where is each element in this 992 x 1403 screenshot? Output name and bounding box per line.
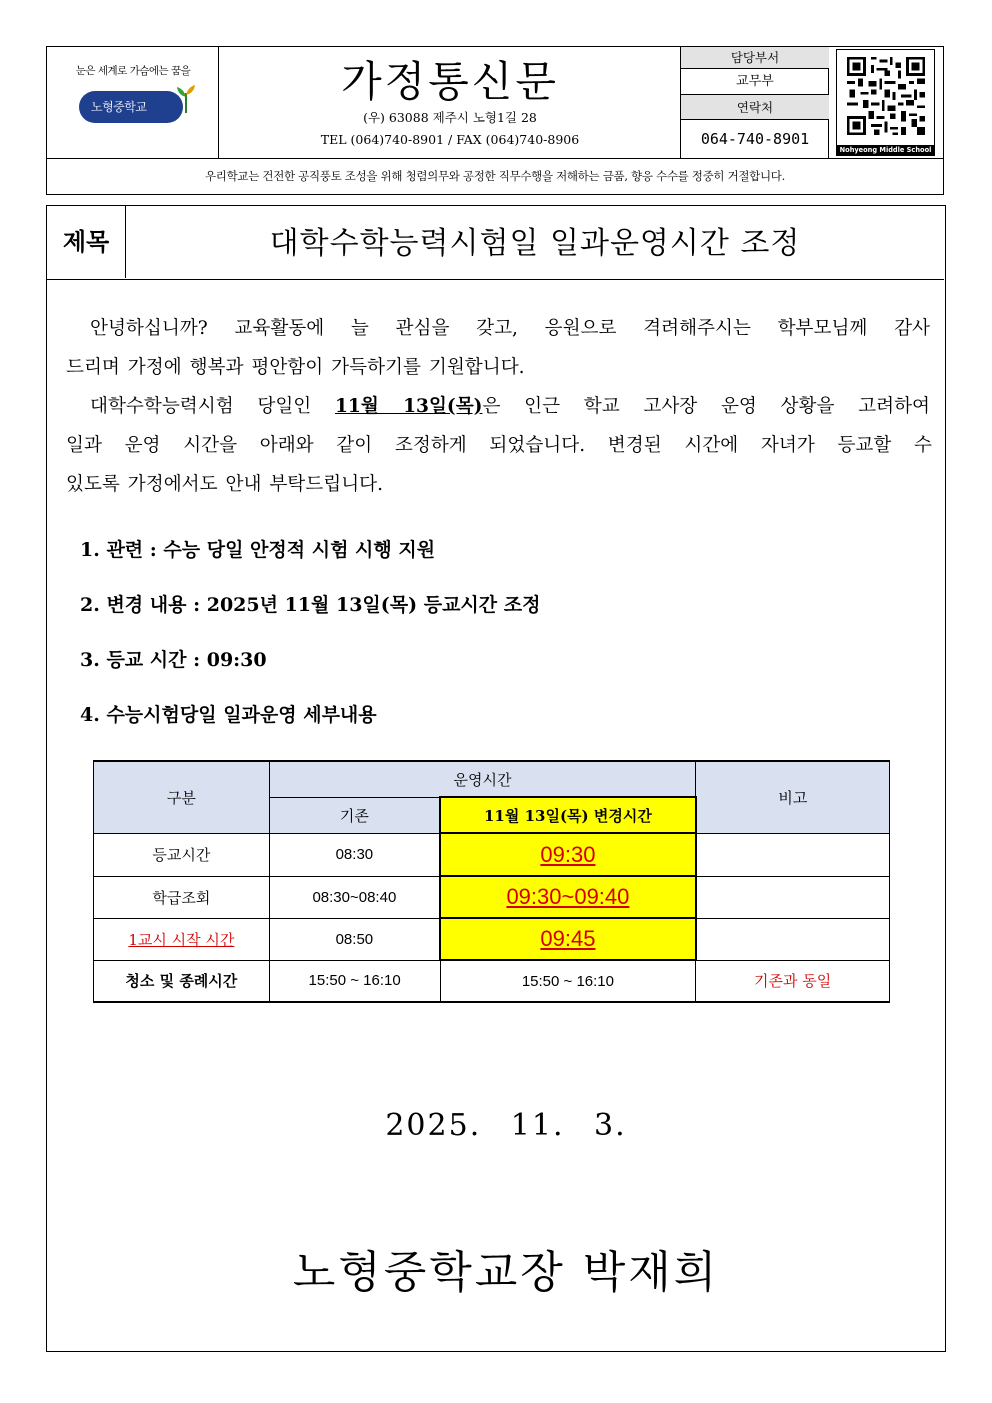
subject-row [47,206,944,280]
principal-signature: 노형중학교장 박재희 [292,1247,720,1298]
contact-label: 연락처 [681,95,829,120]
row-changed: 15:50 ~ 16:10 [440,960,696,1002]
table-row [94,918,890,960]
sprout-icon [175,83,197,115]
greeting-line-1: 안녕하십니까? 교육활동에 늘 관심을 갖고, 응원으로 격려해주시는 학부모님께 감사 [90,318,930,339]
table-row [94,960,890,1002]
changed-time: 09:45 [540,926,596,951]
schedule-table [93,760,890,1003]
qr-code-icon [847,56,925,136]
item-change: 2. 변경 내용 : 2025년 11월 13일(목) 등교시간 조정 [80,594,541,616]
first-period-label: 1교시 시작 시간 [128,930,235,949]
notice-line-1 [90,392,930,418]
row-changed [440,918,696,960]
row-remark [696,833,890,876]
header-existing: 기존 [269,797,440,833]
qr-cell[interactable] [829,47,943,158]
header-changed: 11월 13일(목) 변경시간 [440,797,696,833]
item-arrival-time: 3. 등교 시간 : 09:30 [80,649,267,671]
school-slogan: 눈은 세계로 가슴에는 꿈을 [75,65,191,77]
header-category: 구분 [94,761,270,833]
row-category: 청소 및 종례시간 [94,960,270,1002]
issue-date: 2025. 11. 3. [385,1108,627,1143]
row-existing: 08:50 [269,918,440,960]
row-changed [440,876,696,918]
exam-date: 11월 13일(목) [334,396,483,417]
subject-title: 대학수학능력시험일 일과운영시간 조정 [269,226,801,261]
school-address: (우) 63088 제주시 노형1길 28 [363,110,537,125]
item-related: 1. 관련 : 수능 당일 안정적 시험 시행 지원 [80,539,436,561]
dept-label: 담당부서 [681,47,829,69]
row-existing: 15:50 ~ 16:10 [269,960,440,1002]
row-remark [696,876,890,918]
greeting-line-2: 드리며 가정에 행복과 평안함이 가득하기를 기원합니다. [66,357,525,378]
table-row [94,876,890,918]
header-operating-time: 운영시간 [269,761,696,797]
notice-text: 은 인근 학교 고사장 운영 상황을 고려하여 [482,396,930,417]
row-changed [440,833,696,876]
letterhead [46,46,944,195]
tel-fax: TEL (064)740-8901 / FAX (064)740-8906 [320,132,580,147]
qr-code[interactable] [836,49,935,156]
notice-line-2: 일과 운영 시간을 아래와 같이 조정하게 되었습니다. 변경된 시간에 자녀가 등교할 수 [66,435,932,456]
row-remark: 기존과 동일 [696,960,890,1002]
contact-value: 064-740-8901 [700,130,810,148]
school-logo-cell [47,47,219,158]
item-details: 4. 수능시험당일 일과운영 세부내용 [80,704,377,726]
notice-text: 대학수학능력시험 당일인 [90,396,335,417]
document-title: 가정통신문 [341,57,559,106]
header-remark: 비고 [696,761,890,833]
row-category [94,918,270,960]
notice-line-3: 있도록 가정에서도 안내 부탁드립니다. [66,474,384,495]
school-logo: 노형중학교 [79,91,183,123]
qr-caption: Nohyeong Middle School [837,145,934,156]
title-cell [219,47,681,158]
subject-label: 제목 [47,206,126,278]
dept-value: 교무부 [681,69,829,95]
table-row [94,833,890,876]
row-existing: 08:30 [269,833,440,876]
changed-time: 09:30 [540,841,596,867]
changed-time: 09:30~09:40 [506,884,630,909]
integrity-pledge: 우리학교는 건전한 공직풍토 조성을 위해 청렴의무와 공정한 직무수행을 저해하는 금품, 향응 수수를 정중히 거절합니다. [47,158,943,194]
row-category: 등교시간 [94,833,270,876]
row-remark [696,918,890,960]
row-existing: 08:30~08:40 [269,876,440,918]
row-category: 학급조회 [94,876,270,918]
contact-info-cell [681,47,829,158]
